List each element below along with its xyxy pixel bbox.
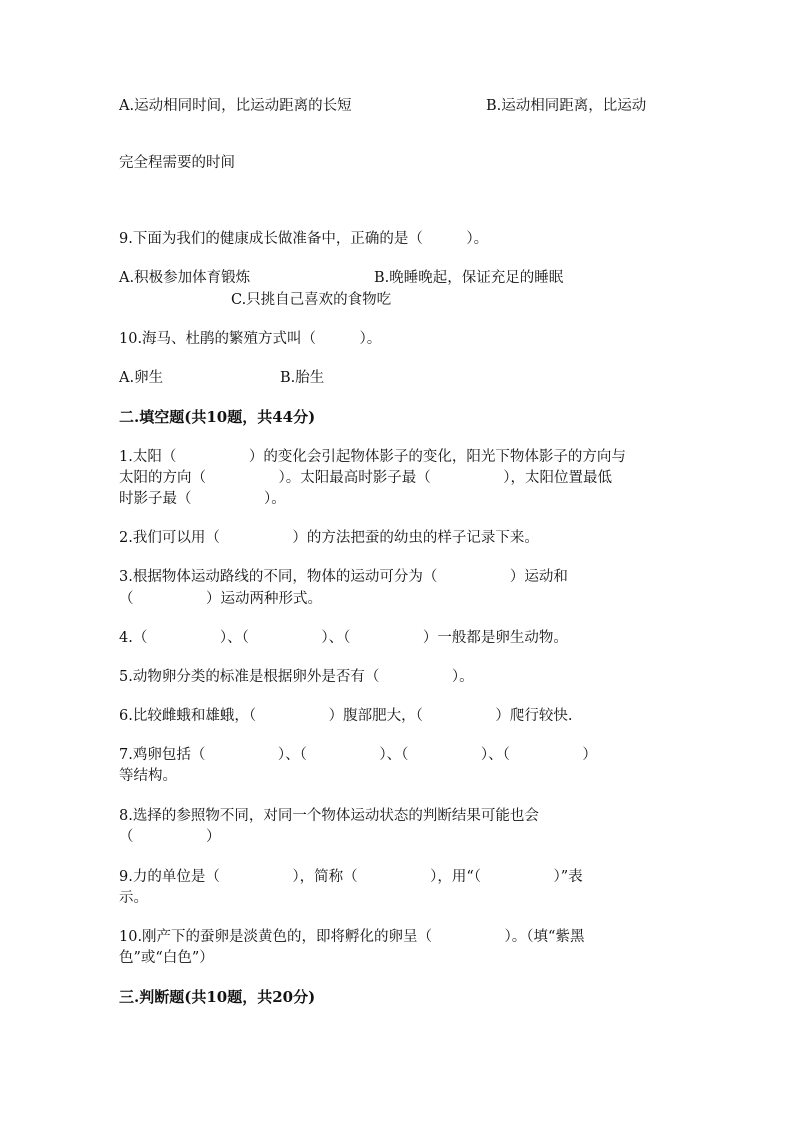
fill-q7-line2: 等结构。 xyxy=(119,768,177,784)
q10-option-a: A.卵生 xyxy=(119,370,164,386)
fill-q3-line2: （ ）运动两种形式。 xyxy=(119,591,322,607)
fill-q3-line1: 3.根据物体运动路线的不同，物体的运动可分为（ ）运动和 xyxy=(119,569,568,585)
q9-option-a: A.积极参加体育锻炼 xyxy=(119,270,251,286)
q8-option-a: A.运动相同时间，比运动距离的长短 xyxy=(119,98,352,114)
fill-q1-line1: 1.太阳（ ）的变化会引起物体影子的变化，阳光下物体影子的方向与 xyxy=(119,449,626,465)
fill-q5: 5.动物卵分类的标准是根据卵外是否有（ ）。 xyxy=(119,669,474,685)
fill-q4: 4.（ ）、（ ）、（ ）一般都是卵生动物。 xyxy=(119,630,568,646)
fill-q10-line1: 10.刚产下的蚕卵是淡黄色的，即将孵化的卵呈（ ）。（填“紫黑 xyxy=(119,929,585,945)
q8-option-b: B.运动相同距离，比运动 xyxy=(486,98,647,114)
fill-q9-line1: 9.力的单位是（ ），简称（ ），用“（ ）”表 xyxy=(119,869,583,885)
fill-q9-line2: 示。 xyxy=(119,890,148,906)
q10-stem: 10.海马、杜鹃的繁殖方式叫（ ）。 xyxy=(119,331,382,347)
fill-q8-line2: （ ） xyxy=(119,829,221,845)
section-2-title: 二.填空题(共10题，共44分) xyxy=(119,408,316,426)
fill-q10-line2: 色”或“白色”） xyxy=(119,950,214,966)
q9-stem: 9.下面为我们的健康成长做准备中，正确的是（ ）。 xyxy=(119,231,489,247)
fill-q1-line3: 时影子最（ ）。 xyxy=(119,491,286,507)
fill-q2: 2.我们可以用（ ）的方法把蚕的幼虫的样子记录下来。 xyxy=(119,530,539,546)
section-3-title: 三.判断题(共10题，共20分) xyxy=(119,988,316,1006)
fill-q8-line1: 8.选择的参照物不同，对同一个物体运动状态的判断结果可能也会 xyxy=(119,808,539,824)
fill-q7-line1: 7.鸡卵包括（ ）、（ ）、（ ）、（ ） xyxy=(119,747,597,763)
fill-q1-line2: 太阳的方向（ ）。太阳最高时影子最（ ），太阳位置最低 xyxy=(119,470,612,486)
fill-q6: 6.比较雌蛾和雄蛾，（ ）腹部肥大，（ ）爬行较快. xyxy=(119,708,573,724)
q8-option-b-continued: 完全程需要的时间 xyxy=(119,155,235,171)
q9-option-b: B.晚睡晚起，保证充足的睡眠 xyxy=(374,270,564,286)
q10-option-b: B.胎生 xyxy=(280,370,325,386)
q9-option-c: C.只挑自己喜欢的食物吃 xyxy=(231,292,392,308)
